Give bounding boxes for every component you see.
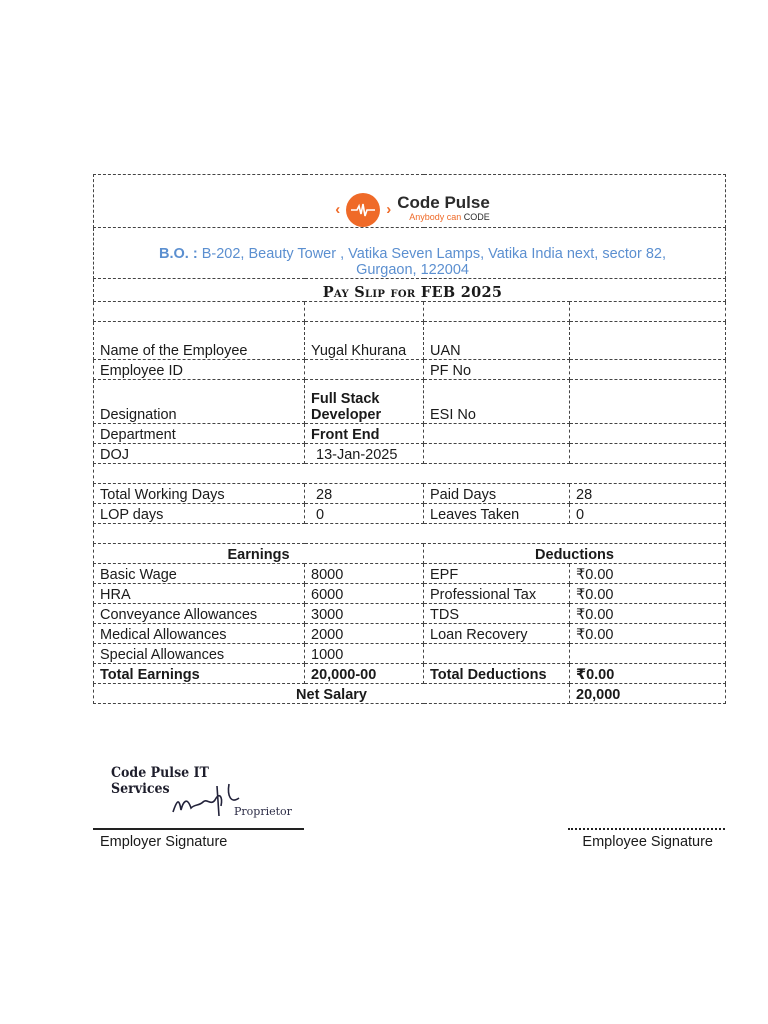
- department-row: [94, 424, 726, 444]
- totals-row: [94, 664, 726, 684]
- deduction-value: ₹0.00: [570, 584, 726, 604]
- pay-slip-sheet: [93, 174, 725, 704]
- working-days-value: 28: [305, 484, 424, 504]
- doj-label: DOJ: [94, 444, 305, 464]
- doj-value: 13-Jan-2025: [305, 444, 424, 464]
- deduction-value: ₹0.00: [570, 604, 726, 624]
- paid-days-label: Paid Days: [424, 484, 570, 504]
- earning-label: Special Allowances: [94, 644, 305, 664]
- uan-label: UAN: [424, 322, 570, 360]
- earnings-header: Earnings: [94, 544, 424, 564]
- stamp-company-name: Code Pulse IT Services: [111, 765, 209, 797]
- spacer-row: [94, 524, 726, 544]
- code-bracket-left-icon: ‹: [335, 201, 341, 218]
- lop-value: 0: [305, 504, 424, 524]
- employee-signature-line: [568, 828, 725, 830]
- lop-row: [94, 504, 726, 524]
- employee-id-value: [305, 360, 424, 380]
- earning-value: 6000: [305, 584, 424, 604]
- total-deductions-value: ₹0.00: [570, 664, 726, 684]
- net-salary-value: 20,000: [570, 684, 726, 704]
- logo-brand-name: Code Pulse: [397, 193, 490, 212]
- esi-label: ESI No: [424, 380, 570, 424]
- pay-row: [94, 644, 726, 664]
- title-row: [94, 279, 726, 302]
- employer-signature-label: Employer Signature: [100, 834, 228, 850]
- lop-label: LOP days: [94, 504, 305, 524]
- pay-row: [94, 584, 726, 604]
- earning-value: 2000: [305, 624, 424, 644]
- deductions-header: Deductions: [424, 544, 726, 564]
- address-line1: B-202, Beauty Tower , Vatika Seven Lamps, Vatika India next, sector 82,: [197, 246, 666, 262]
- net-salary-row: [94, 684, 726, 704]
- company-stamp: [109, 762, 292, 828]
- department-value: Front End: [305, 424, 424, 444]
- address-label: B.O. :: [159, 246, 198, 262]
- pf-label: PF No: [424, 360, 570, 380]
- designation-value: Full Stack Developer: [305, 380, 424, 424]
- earning-value: 3000: [305, 604, 424, 624]
- company-logo: [335, 193, 490, 227]
- employee-name-row: [94, 322, 726, 360]
- name-value: Yugal Khurana: [305, 322, 424, 360]
- designation-row: [94, 380, 726, 424]
- spacer-row: [94, 464, 726, 484]
- total-earnings-value: 20,000-00: [305, 664, 424, 684]
- department-label: Department: [94, 424, 305, 444]
- logo-row: [94, 175, 726, 228]
- total-earnings-label: Total Earnings: [94, 664, 305, 684]
- address-line2: Gurgaon, 122004: [356, 262, 469, 278]
- earning-label: HRA: [94, 584, 305, 604]
- earning-value: 8000: [305, 564, 424, 584]
- deduction-label: Loan Recovery: [424, 624, 570, 644]
- earning-value: 1000: [305, 644, 424, 664]
- designation-label: Designation: [94, 380, 305, 424]
- net-salary-label: Net Salary: [94, 684, 570, 704]
- deduction-value: ₹0.00: [570, 564, 726, 584]
- deduction-label: Professional Tax: [424, 584, 570, 604]
- name-label: Name of the Employee: [94, 322, 305, 360]
- deduction-label: TDS: [424, 604, 570, 624]
- doj-row: [94, 444, 726, 464]
- pay-row: [94, 624, 726, 644]
- pulse-heartbeat-icon: [346, 193, 380, 227]
- total-deductions-label: Total Deductions: [424, 664, 570, 684]
- working-days-row: [94, 484, 726, 504]
- pay-slip-title: Pay Slip for FEB 2025: [94, 279, 726, 302]
- leaves-value: 0: [570, 504, 726, 524]
- employee-signature-label: Employee Signature: [582, 834, 713, 850]
- uan-value: [570, 322, 726, 360]
- signature-section: [93, 757, 725, 857]
- esi-value: [570, 380, 726, 424]
- section-header-row: [94, 544, 726, 564]
- employee-id-row: [94, 360, 726, 380]
- spacer-row: [94, 302, 726, 322]
- deduction-label: EPF: [424, 564, 570, 584]
- code-bracket-right-icon: ›: [386, 201, 392, 218]
- earning-label: Conveyance Allowances: [94, 604, 305, 624]
- deduction-value: ₹0.00: [570, 624, 726, 644]
- employer-signature-line: [93, 828, 304, 830]
- working-days-label: Total Working Days: [94, 484, 305, 504]
- leaves-label: Leaves Taken: [424, 504, 570, 524]
- pay-row: [94, 604, 726, 624]
- earning-label: Medical Allowances: [94, 624, 305, 644]
- address-row: [94, 228, 726, 279]
- pf-value: [570, 360, 726, 380]
- employee-id-label: Employee ID: [94, 360, 305, 380]
- earning-label: Basic Wage: [94, 564, 305, 584]
- logo-tagline: Anybody can CODE: [409, 212, 490, 222]
- pay-slip-table: [93, 174, 726, 704]
- paid-days-value: 28: [570, 484, 726, 504]
- pay-row: [94, 564, 726, 584]
- stamp-role: Proprietor: [234, 805, 292, 818]
